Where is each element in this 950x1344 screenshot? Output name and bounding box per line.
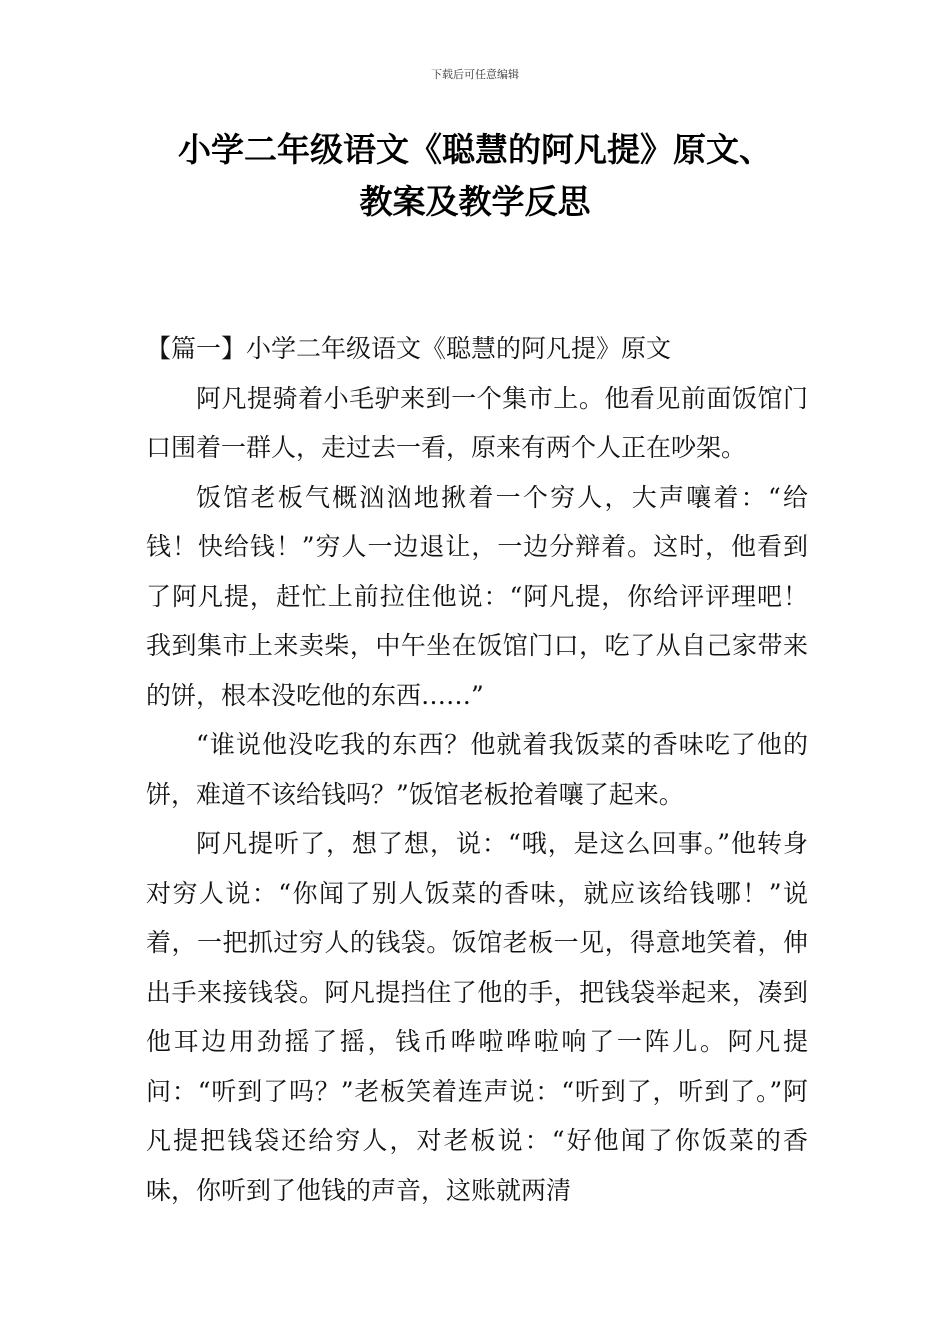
title-line-1: 小学二年级语文《聪慧的阿凡提》原文、 xyxy=(178,130,772,169)
paragraph-2: 饭馆老板气概汹汹地揪着一个穷人，大声嚷着：“给钱！快给钱！”穷人一边退让，一边分辩着。这时，他看到了阿凡提，赶忙上前拉住他说：“阿凡提，你给评评理吧！我到集市上来卖柴，中午坐在饭馆门口，吃了从自己家带来的饼，根本没吃他的东西……” xyxy=(146,482,808,710)
title-line-2: 教案及教学反思 xyxy=(359,182,591,221)
paragraph-3: “谁说他没吃我的东西？他就着我饭菜的香味吃了他的饼，难道不该给钱吗？”饭馆老板抢着嚷了起来。 xyxy=(146,730,808,809)
paragraph-4: 阿凡提听了，想了想，说：“哦，是这么回事。”他转身对穷人说：“你闻了别人饭菜的香味，就应该给钱哪！”说着，一把抓过穷人的钱袋。饭馆老板一见，得意地笑着，伸出手来接钱袋。阿凡提挡住了他的手，把钱袋举起来，凑到他耳边用劲摇了摇，钱币哗啦哗啦响了一阵儿。阿凡提问：“听到了吗？”老板笑着连声说：“听到了，听到了。”阿凡提把钱袋还给穷人，对老板说：“好他闻了你饭菜的香味，你听到了他钱的声音，这账就两清 xyxy=(146,829,808,1205)
header-note: 下载后可任意编辑 xyxy=(431,68,519,81)
document-title xyxy=(100,124,850,228)
paragraph-1: 阿凡提骑着小毛驴来到一个集市上。他看见前面饭馆门口围着一群人，走过去一看，原来有两个人正在吵架。 xyxy=(146,383,808,462)
section-heading: 【篇一】小学二年级语文《聪慧的阿凡提》原文 xyxy=(146,334,672,363)
document-body xyxy=(146,324,808,1215)
